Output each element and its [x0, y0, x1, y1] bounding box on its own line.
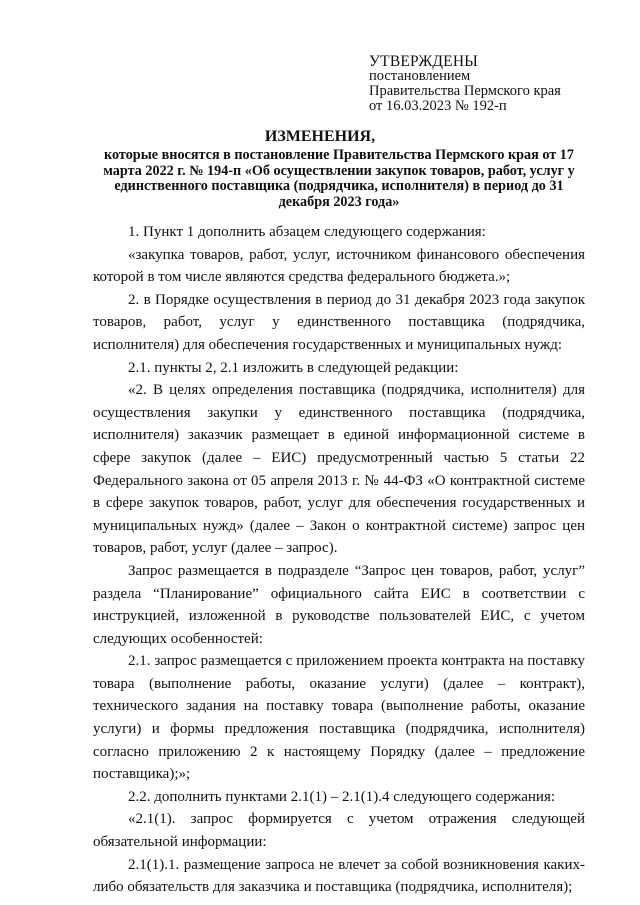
- approval-date: от 16.03.2023 № 192-п: [369, 98, 507, 114]
- paragraph-2: «закупка товаров, работ, услуг, источником финансового обеспечения которой в том числе являются средства федерального бюджета.»;: [93, 246, 585, 286]
- paragraph-7: 2.1. запрос размещается с приложением проекта контракта на поставку товара (выполнение работы, оказание услуги) (далее – контракт), технического задания на поставку товара (выполнение работы, оказание услуги) и формы предложения поставщика (подрядчика, исполнителя) согласно приложению 2 к настоящему Порядку (далее – предложение поставщика);»;: [93, 653, 585, 783]
- approval-stamp: [369, 54, 561, 114]
- paragraph-6: Запрос размещается в подразделе “Запрос цен товаров, работ, услуг” раздела “Планирование” официального сайта ЕИС в соответствии с инструкцией, изложенной в руководстве пользователей ЕИС, с учетом следующих особенностей:: [93, 562, 585, 647]
- approval-line: Правительства Пермского края: [369, 83, 561, 99]
- paragraph-8: 2.2. дополнить пунктами 2.1(1) – 2.1(1).4 следующего содержания:: [128, 788, 556, 805]
- paragraph-5: «2. В целях определения поставщика (подрядчика, исполнителя) для осуществления закупки у единственного поставщика (подрядчика, исполнителя) заказчик размещает в единой информационной системе в сфере закупок (далее – ЕИС) предусмотренный частью 5 статьи 22 Федерального закона от 05 апреля 2013 г. № 44-ФЗ «О контрактной системе в сфере закупок товаров, работ, услуг для обеспечения государственных и муниципальных нужд» (далее – Закон о контрактной системе) запрос цен товаров, работ, услуг (далее – запрос).: [93, 382, 585, 557]
- paragraph-3: 2. в Порядке осуществления в период до 31 декабря 2023 года закупок товаров, работ, услуг у единственного поставщика (подрядчика, исполнителя) для обеспечения государственных и муниципальных нужд:: [93, 291, 585, 353]
- approval-heading: УТВЕРЖДЕНЫ: [369, 53, 478, 70]
- paragraph-10: 2.1(1).1. размещение запроса не влечет за собой возникновения каких-либо обязательств для заказчика и поставщика (подрядчика, исполнителя);: [93, 856, 585, 896]
- document-subtitle: которые вносятся в постановление Правительства Пермского края от 17 марта 2022 г. № 194-п «Об осуществлении закупок товаров, работ, услуг у единственного поставщика (подрядчика, исполнителя) в период до 31 декабря 2023 года»: [103, 147, 575, 210]
- document-title: ИЗМЕНЕНИЯ,: [264, 128, 376, 145]
- paragraph-1: 1. Пункт 1 дополнить абзацем следующего содержания:: [128, 224, 486, 240]
- paragraph-4: 2.1. пункты 2, 2.1 изложить в следующей редакции:: [128, 359, 459, 376]
- document-body: [93, 221, 585, 899]
- paragraph-9: «2.1(1). запрос формируется с учетом отражения следующей обязательной информации:: [93, 811, 585, 851]
- approval-line: постановлением: [369, 68, 471, 84]
